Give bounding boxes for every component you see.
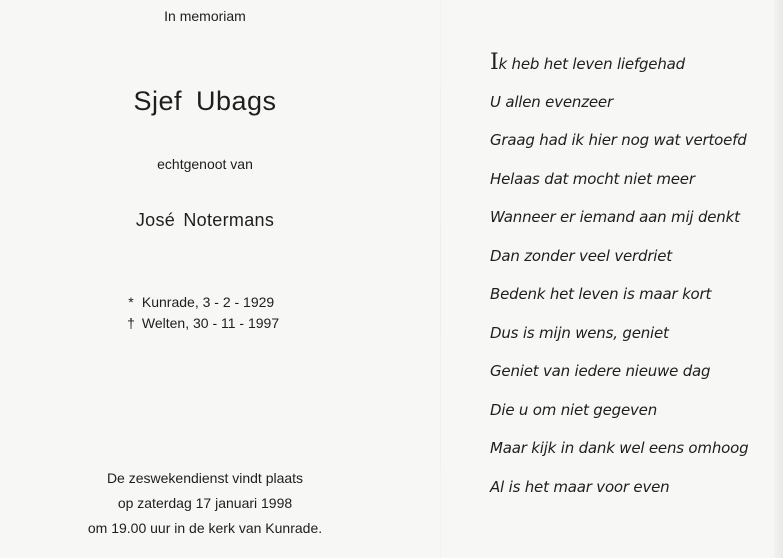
death-line — [124, 313, 279, 334]
life-dates — [124, 292, 279, 334]
poem-line: Dus is mijn wens, geniet — [490, 323, 669, 342]
poem-line: Wanneer er iemand aan mij denkt — [490, 208, 740, 226]
deceased-name: Sjef Ubags — [133, 86, 277, 116]
birth-star-icon: * — [128, 294, 134, 310]
service-line: om 19.00 uur in de kerk van Kunrade. — [87, 520, 323, 536]
poem-line — [490, 44, 770, 83]
poem-line: Geniet van iedere nieuwe dag — [490, 362, 711, 380]
service-line: De zeswekendienst vindt plaats — [106, 470, 304, 486]
card-fold-line — [440, 0, 441, 558]
poem — [490, 44, 770, 506]
relation-text: echtgenoot van — [157, 156, 253, 172]
spouse-name: José Notermans — [135, 210, 275, 230]
poem-line: Dan zonder veel verdriet — [490, 246, 672, 265]
poem-line: Al is het maar voor even — [490, 477, 670, 496]
poem-initial-letter: I — [490, 50, 499, 75]
poem-first-line-text: k heb het leven liefgehad — [498, 55, 685, 73]
poem-line: Maar kijk in dank wel eens omhoog — [490, 439, 749, 457]
poem-line: U allen evenzeer — [490, 92, 613, 111]
poem-line: Die u om niet gegeven — [490, 400, 658, 419]
death-text: Welten, 30 - 11 - 1997 — [141, 315, 280, 331]
birth-text: Kunrade, 3 - 2 - 1929 — [141, 294, 275, 310]
memoriam-heading: In memoriam — [164, 8, 246, 24]
death-cross-icon: † — [127, 315, 135, 331]
poem-line: Helaas dat mocht niet meer — [490, 169, 695, 188]
service-line: op zaterdag 17 januari 1998 — [117, 495, 293, 511]
poem-line: Bedenk het leven is maar kort — [490, 285, 712, 303]
card-right-edge — [774, 0, 783, 558]
birth-line — [124, 292, 279, 313]
service-announcement — [30, 466, 380, 541]
poem-line: Graag had ik hier nog wat vertoefd — [490, 131, 747, 149]
